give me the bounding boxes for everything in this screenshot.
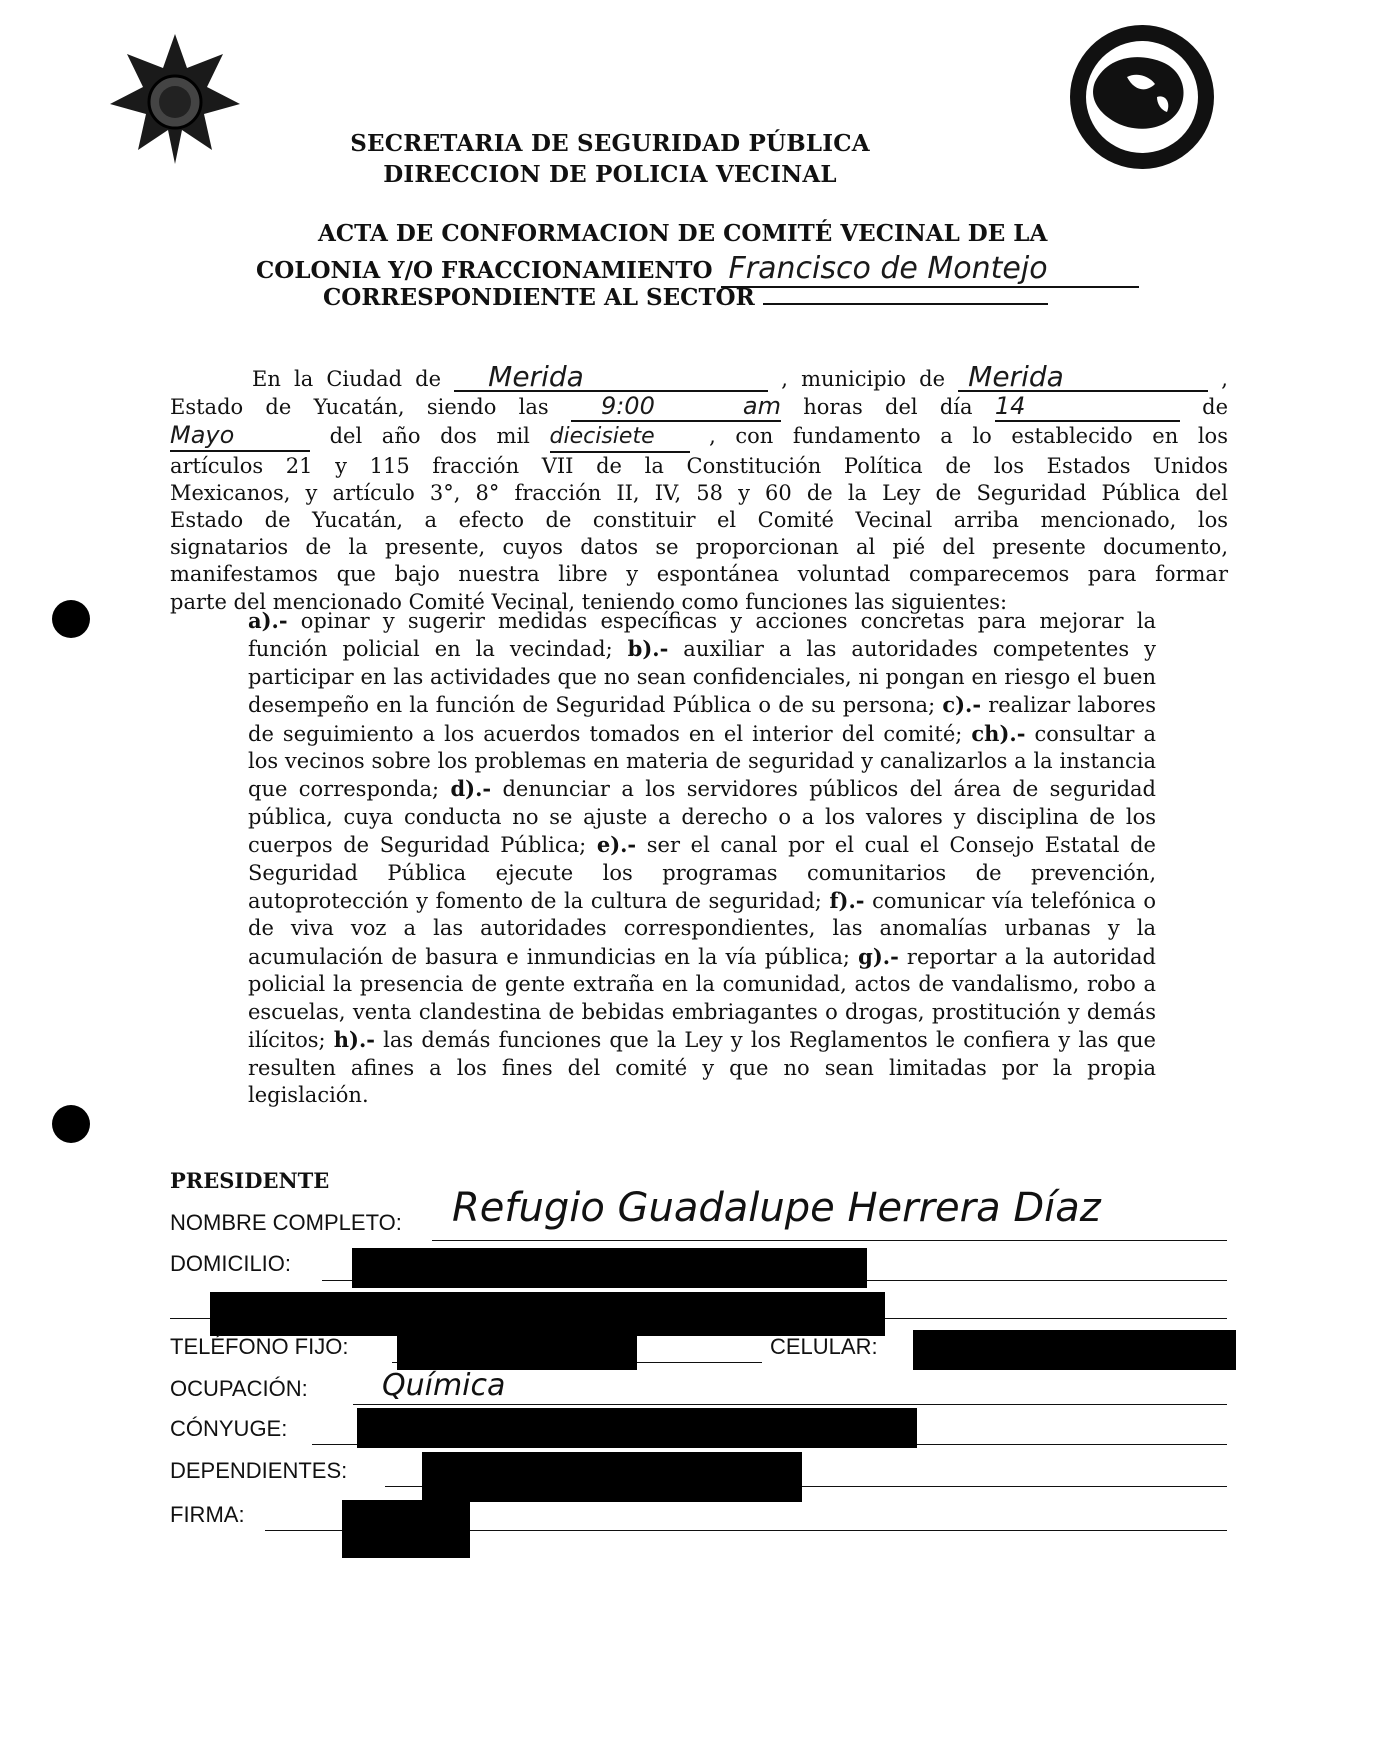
- func-h-tag: h).-: [333, 1027, 375, 1053]
- intro-line-6: Estado de Yucatán, a efecto de constituir el Comité Vecinal arriba mencionado, los: [170, 508, 1228, 533]
- intro-text-3: ,: [1221, 367, 1228, 391]
- conyuge-label: CÓNYUGE:: [170, 1416, 288, 1441]
- intro-text-1: En la Ciudad de: [252, 367, 442, 391]
- func-f: comunicar vía telefónica o de viva voz a las autoridades correspondientes, las anomalías urbanas y la acumulación de basura e inmundicias en la vía pública;: [248, 889, 1156, 969]
- func-f-tag: f).-: [829, 888, 865, 914]
- title-line-3: [323, 281, 1048, 311]
- intro-text-6: de: [1202, 395, 1228, 420]
- functions-list: [248, 607, 1156, 1109]
- section-presidente: PRESIDENTE: [170, 1168, 330, 1193]
- domicilio-label: DOMICILIO:: [170, 1251, 292, 1276]
- func-g: reportar a la autoridad policial la presencia de gente extraña en la comunidad, actos de vandalismo, robo a escuelas, venta clandestina de bebidas embriagantes o drogas, prostitución y demás ilícitos;: [248, 944, 1156, 1053]
- nombre-label: NOMBRE COMPLETO:: [170, 1210, 402, 1235]
- dependientes-label: DEPENDIENTES:: [170, 1458, 348, 1483]
- func-c: realizar labores de seguimiento a los acuerdos tomados en el interior del comité;: [248, 693, 1156, 746]
- func-g-tag: g).-: [858, 943, 899, 969]
- punch-hole-top: [52, 600, 90, 638]
- punch-hole-bottom: [52, 1105, 90, 1143]
- anio-value: diecisiete: [550, 423, 690, 452]
- intro-text-8: , con fundamento a lo establecido en los: [709, 424, 1228, 449]
- telefono-label: TELÉFONO FIJO:: [170, 1334, 349, 1359]
- intro-line-7: signatarios de la presente, cuyos datos se proporcionan al pié del presente documento,: [170, 535, 1228, 560]
- firma-label: FIRMA:: [170, 1502, 245, 1527]
- telefono-redaction: [397, 1330, 637, 1370]
- func-e-tag: e).-: [596, 832, 637, 858]
- domicilio-redaction: [352, 1248, 867, 1288]
- func-b: auxiliar a las autoridades competentes y participar en las actividades que no sean confidenciales, ni pongan en riesgo el buen desempeño en la función de Seguridad Pública o de su persona;: [248, 637, 1156, 718]
- func-b-tag: b).-: [627, 636, 669, 662]
- sector-label: CORRESPONDIENTE AL SECTOR: [323, 284, 755, 311]
- title-line-1: ACTA DE CONFORMACION DE COMITÉ VECINAL DE LA: [318, 220, 1048, 247]
- func-d: denunciar a los servidores públicos del área de seguridad pública, cuya conducta no se ajuste a derecho o a los valores y disciplina de los cuerpos de Seguridad Pública;: [248, 777, 1156, 858]
- func-h: las demás funciones que la Ley y los Reglamentos le confiera y las que resulten afines a los fines del comité y que no sean limitadas por la propia legislación.: [248, 1028, 1156, 1107]
- intro-line-4: artículos 21 y 115 fracción VII de la Constitución Política de los Estados Unidos: [170, 453, 1228, 478]
- func-a-tag: a).-: [248, 608, 288, 633]
- ocupacion-value: Química: [382, 1368, 506, 1403]
- hora-value: 9:00 am: [571, 393, 781, 422]
- colonia-label: COLONIA Y/O FRACCIONAMIENTO: [256, 257, 713, 284]
- ocupacion-label: OCUPACIÓN:: [170, 1376, 308, 1401]
- dependientes-redaction: [422, 1452, 802, 1502]
- func-ch: consultar a los vecinos sobre los problemas en materia de seguridad y canalizarlos a la instancia que corresponda;: [248, 721, 1156, 802]
- func-c-tag: c).-: [942, 692, 982, 718]
- conyuge-redaction: [357, 1408, 917, 1448]
- nombre-line: [432, 1240, 1227, 1241]
- header-line-1: SECRETARIA DE SEGURIDAD PÚBLICA: [350, 130, 870, 157]
- celular-redaction: [913, 1330, 1236, 1370]
- intro-text-2: , municipio de: [781, 367, 946, 391]
- intro-line-8: manifestamos que bajo nuestra libre y espontánea voluntad comparecemos para formar: [170, 562, 1228, 587]
- mes-value: Mayo: [170, 422, 310, 451]
- colonia-value: Francisco de Montejo: [721, 251, 1139, 288]
- nombre-value: Refugio Guadalupe Herrera Díaz: [452, 1185, 1101, 1231]
- celular-label: CELULAR:: [770, 1334, 878, 1359]
- dia-value: 14: [995, 393, 1180, 422]
- func-a: opinar y sugerir medidas específicas y acciones concretas para mejorar la función policial en la vecindad;: [248, 609, 1156, 662]
- func-ch-tag: ch).-: [971, 720, 1026, 746]
- ciudad-value: Merida: [454, 363, 768, 392]
- intro-text-4: Estado de Yucatán, siendo las: [170, 395, 549, 420]
- firma-redaction: [342, 1500, 470, 1558]
- func-e: ser el canal por el cual el Consejo Estatal de Seguridad Pública ejecute los programas comunitarios de prevención, autoprotección y fomento de la cultura de seguridad;: [248, 833, 1156, 914]
- intro-line-9: parte del mencionado Comité Vecinal, teniendo como funciones las siguientes:: [170, 589, 1008, 614]
- municipio-value: Merida: [958, 363, 1208, 392]
- ocupacion-line: [353, 1404, 1227, 1405]
- intro-line-5: Mexicanos, y artículo 3°, 8° fracción II, IV, 58 y 60 de la Ley de Seguridad Pública del: [170, 480, 1228, 505]
- func-d-tag: d).-: [450, 776, 492, 802]
- intro-text-7: del año dos mil: [329, 424, 530, 449]
- header-line-2: DIRECCION DE POLICIA VECINAL: [383, 161, 837, 188]
- intro-text-5: horas del día: [803, 395, 973, 420]
- intro-paragraph: [170, 360, 1228, 616]
- sector-value: [763, 281, 1048, 305]
